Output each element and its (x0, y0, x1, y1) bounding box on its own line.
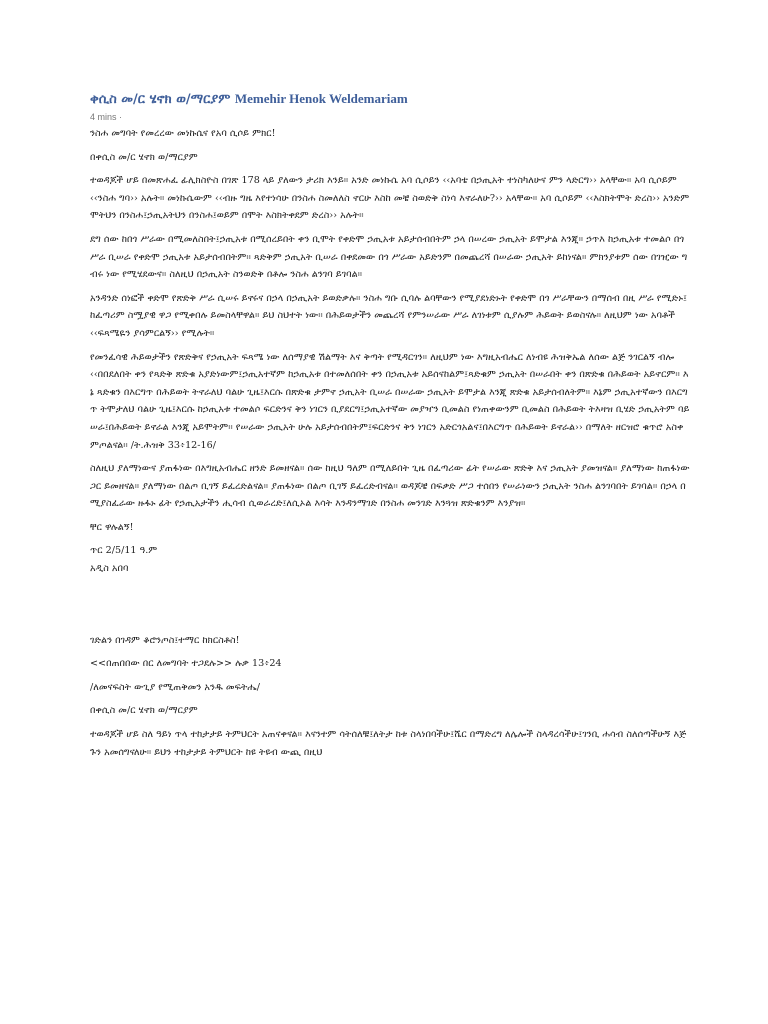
document-page (90, 90, 690, 767)
section-spacer (90, 584, 690, 632)
post-title[interactable] (90, 90, 690, 109)
closing-line: ቸር ዋሉልኝ! (90, 521, 134, 533)
post-title-english[interactable]: Memehir Henok Weldemariam (234, 91, 408, 106)
post-byline: በቀሲስ መ/ር ሄኖክ ወ/ማርያም (90, 151, 198, 163)
second-post-subheading: /ለመናፍስት ውጊያ የሚጠቅመን አንዱ መፍትሔ/ (90, 681, 260, 693)
paragraph: ተወዳጆች ሆይ በመጽሐፈ ፊሊክስዮስ በገጽ 178 ላይ ያለውን ታሪክ እንይ። አንድ መነኩሴ አባ ሲሶይን ‹‹አባቴ በኃጢአት ተነስካለሁና ምን ላድርግ›› አላቸው። አባ ሲሶይም ‹‹ንስሐ ግባ›› አሉት። መነኩሴውም ‹‹ብዙ ግዜ እየተነሳሁ በንስሐ ስመለለስ ኖርሁ እስከ መቼ ስወድቅ ስነሳ እኖራለሁ?›› አላቸው። አባ ሲሶይም ‹‹እስክትሞት ድረስ›› አንድም ሞትህን በንስሐ፤ኃጢአትህን በንስሐ፤ወይም በሞት እስክትቀደም ድረስ›› አሉት። (90, 175, 690, 222)
post-place: አዲስ አበባ (90, 563, 129, 575)
second-post-intro: ተወዳጆች ሆይ ስለ ዓይነ ጥላ ተከታታይ ትምህርት አጠናቀናል። እናንተም ሳትሰለቹ፤ለትታ ከቱ ስላነበባችሁ፤ሼር በማድረግ ለሌሎች ስላዳረሳችሁ፤ገንቢ ሐሳብ ስለሰጣችሁኝ እጅጉን አመሰግናለሁ። ይህን ተከታታይ ትምህርት ከዩ ትዩብ ውጪ በዚህ (90, 729, 687, 758)
paragraph: የመንፈሳዊ ሕይወታችን የጽድቅና የኃጢአት ፍጻሜ ነው ለሰማያዊ ሽልማት እና ቅጣት የሚዳርገን። ለዚህም ነው እግዚአብሔር ለነብዩ ሕዝቅኤል ለሰው ልጅ ንገርልኝ ብሎ ‹‹በበደለበት ቀን የጻድቅ ጽድቁ አያድነውም፤ኃጢአተኛም ከኃጢአቱ በተመለሰበት ቀን በኃጢአቱ አይሰናከልም፤ጻድቁም ኃጢአት በሠራበት ቀን በጽድቁ በሕይወት አይኖርም። እኔ ጻድቁን በእርግጥ በሕይወት ትኖራለህ ባልሁ ጊዜ፤እርሱ በጽድቁ ታምኖ ኃጢአት ቢሠራ በሠራው ኃጢአት ይሞታል እንጂ ጽድቁ አይታሰብለትም። እኔም ኃጢአተኛውን በእርግጥ ትሞታለህ ባልሁ ጊዜ፤እርሱ ከኃጢአቱ ተመልሶ ፍርድንና ቅን ነገርን ቢያደርግ፤ኃጢአተኛው መያዣን ቢመልስ የነጠቀውንም ቢመልስ በሕይወት ትእዛዝ ቢሄድ ኃጢአትም ባይሠራ፤በሕይወት ይኖራል እንጂ አይሞትም። የሠራው ኃጢአት ሁሉ አይታሰብበትም፤ፍርድንና ቅን ነገርን አድርጎአልና፤በእርግጥ በሕይወት ይኖራል›› በማለት ዘርዝሮ ቁጥሮ አስቀምጦልናል። /ት.ሕዝቅ 33፥12-16/ (90, 351, 690, 451)
second-post-verse: <<በጠበበው በር ለመግባት ተጋደሉ>> ሉቃ 13፥24 (90, 658, 282, 670)
post-title-amharic[interactable]: ቀሲስ መ/ር ሄኖክ ወ/ማርያም (90, 92, 231, 107)
post-subtitle: ንስሐ መግባት የመረረው መነኩሴና የአባ ሲሶይ ምክር! (90, 128, 276, 139)
post-date: ጥር 2/5/11 ዓ.ም (90, 545, 158, 557)
read-time: 4 mins · (90, 112, 123, 122)
paragraph: ደግ ሰው ከበጎ ሥራው በሚመለስበት፤ኃጢአቱ በሚሰረይበት ቀን ቢሞት የቀድሞ ኃጢአቱ አይታሰብበትም ኃላ በሠረው ኃጢአት ይሞታል እንጂ። ኃጥእ ከኃጢአቱ ተመልሶ በጎ ሥራ ቢሠራ የቀድሞ ኃጢአቱ አይታሰብበትም። ጻድቅም ኃጢአት ቢሠራ በቀደመው በጎ ሥራው አይድንም በመጨረሻ በሠራው ኃጢአት ይከነናል። ምክንያቱም ሰው በገዢው ግብሩ ነው የሚሄደውና። ስለዚህ በኃጢአት ስንወድቅ በቶሎ ንስሐ ልንገባ ይገባል። (90, 233, 688, 281)
second-post-byline: በቀሲስ መ/ር ሄኖክ ወ/ማርያም (90, 705, 198, 717)
paragraph: አንዳንድ ሰነፎች ቀድሞ የጽድቅ ሥራ ሲሠሩ ይኖሩና በኃላ በኃጢአት ይወድቃሉ። ንስሐ ግቡ ሲባሉ ልባቸውን የሚያደነድኑት የቀድሞ በጎ ሥራቸውን በማሰብ በዚ ሥራ የሚድኑ፤ከፈጣሪም ስሟያዊ ዋጋ የሚቀበሉ ይመስላቸዋል። ይህ ስህተት ነው። በሕይወታችን መጨረሻ የምንሠራው ሥራ ለገነቱም ሲያሉም ሕይወት ይወስናሉ። ለዚህም ነው አባቶች ‹‹ፍጻሜዬን ያሳምርልኝ›› የሚሉት። (90, 292, 687, 339)
second-post-heading: ገድልን በገዳም ቆሮንጦስ፤ተማር ከክርስቶስ! (90, 634, 240, 646)
paragraph: ስለዚህ ያለማነውና ያጠፋነው በእግዚአብሔር ዘንድ ይመዘናል። ሰው ከዚህ ዓለም በሚለይበት ጊዜ በፈጣሪው ፊት የሠራው ጽድቅ እና ኃጢአት ያመዝናል። ያለማነው ከጠፋነው ጋር ይመዘናል። ያለማነው በልጦ ቢገኝ ይፈረድልናል። ያጠፋነው በልጦ ቢገኝ ይፈረድብናል። ወዳጆቼ በፍቃድ ሥጋ ተሰበን የሠራነውን ኃጢአት ንስሐ ልንገባበት ይገባል። በኃላ በሚያስፈራው ዙፋኑ ፊት የኃጢአታችን ሒሳብ ሲወራረድ፤ለሲኦል እሳት እንዳንማገድ በንስሐ መንገድ እንጓዝ ጽድቁንም እንያዝ። (90, 463, 690, 510)
